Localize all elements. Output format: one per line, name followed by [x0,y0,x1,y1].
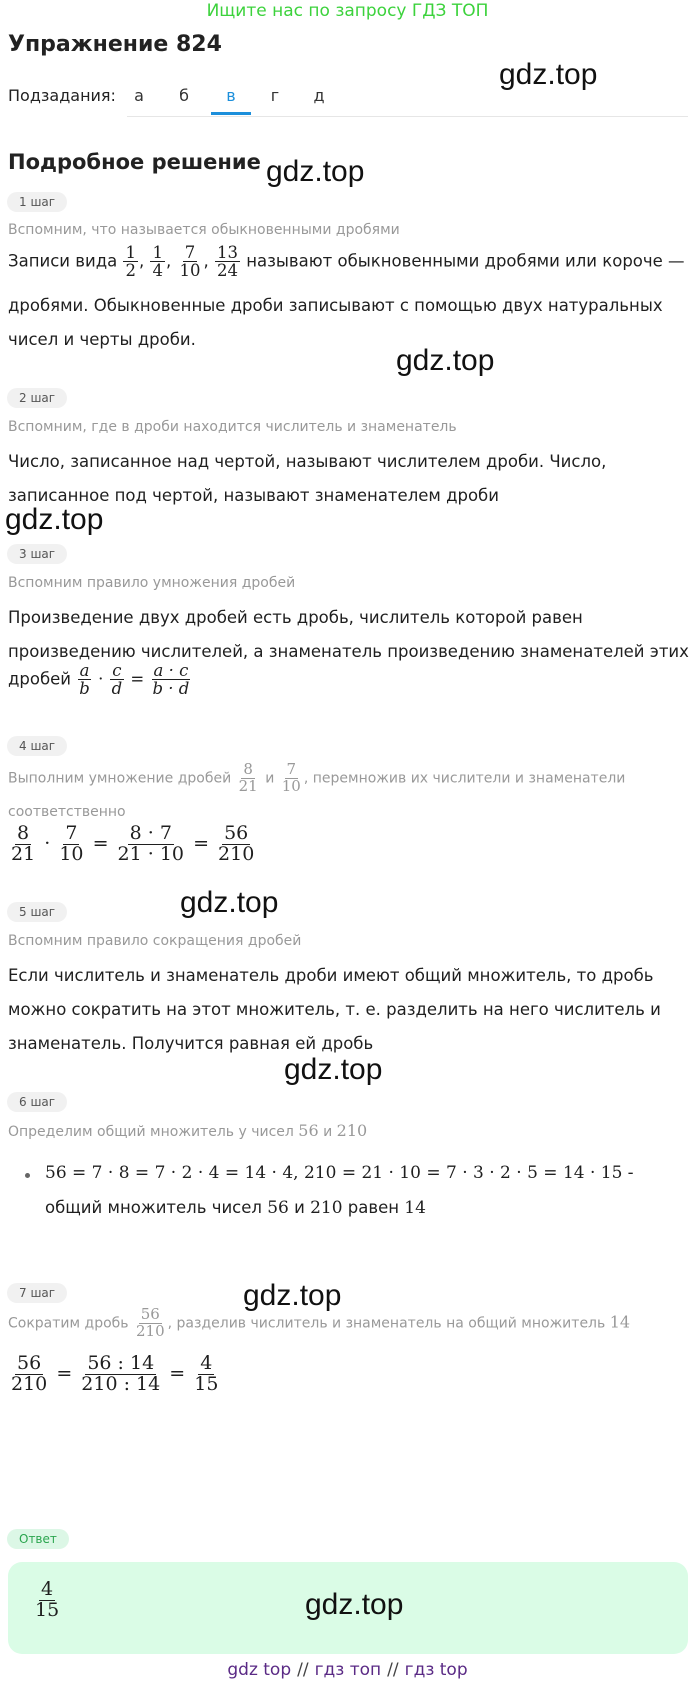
step-text: Произведение двух дробей есть дробь, числитель которой равен [8,608,583,627]
text-fragment: , перемножив их числители и знаменатели [303,770,626,787]
watermark: gdz.top [284,1053,383,1086]
denominator: 210 [11,1372,48,1395]
fraction [9,1354,49,1395]
footer-separator: // [297,1660,309,1680]
denominator: 24 [216,261,238,281]
step-text: Записи вида $\frac{1}{2}$ , $\frac{1}{4}$ , $\frac{7}{10}$ , $\frac{13}{24}$ называют обыкновенными дробями или короче — [8,243,685,281]
fraction [9,824,37,865]
footer-link[interactable]: гдз топ [314,1660,382,1680]
watermark: gdz.top [305,1588,404,1621]
watermark: gdz.top [266,155,365,188]
numerator: 1 [152,243,163,262]
numerator: 7 [286,760,297,778]
fraction [237,762,260,795]
denominator: 15 [35,1598,60,1621]
answer-box [8,1562,688,1654]
numerator: 7 [65,822,78,844]
step-chip: 1 шаг [7,192,67,212]
numerator: 56 [17,1352,42,1374]
step-formula: $\frac{56}{210}$ = $\frac{56 : 14}{210 : 14}$ = $\frac{4}{15}$ [11,1352,219,1395]
denominator: 4 [152,261,163,281]
step-hint: Вспомним правило сокращения дробей [8,933,302,949]
text-fragment: равен [347,1198,400,1217]
numerator: 8 · 7 [129,822,172,844]
text-fragment: - [627,1163,634,1182]
numerator: a [79,661,90,680]
numerator: 56 [224,822,249,844]
answer-chip: Ответ [7,1529,69,1549]
text-fragment: Определим общий множитель у чисел [8,1124,294,1140]
step-text: дробями. Обыкновенные дроби записывают с помощью двух натуральных [8,296,663,315]
numerator: 56 [140,1305,160,1323]
text-fragment: Записи вида [8,251,118,271]
denominator: 210 : 14 [81,1372,161,1395]
denominator: b [79,679,90,699]
step-chip: 3 шаг [7,544,67,564]
step-hint: Вспомним, что называется обыкновенными дробями [8,222,400,238]
search-banner[interactable]: Ищите нас по запросу ГДЗ ТОП [206,1,489,21]
denominator: 10 [281,776,301,795]
subtasks-label: Подзадания: [8,86,116,105]
step-text: записанное под чертой, называют знаменателем дроби [8,486,499,505]
denominator: 2 [125,261,136,281]
step-text: дробей $\frac{a}{b}$ · $\frac{c}{d}$ = $\frac{a \cdot c}{b \cdot d}$ [8,661,190,699]
footer-separator: // [387,1660,399,1680]
math-number: 56 [267,1198,289,1218]
bullet-dot [25,1173,30,1178]
watermark: gdz.top [499,58,598,91]
watermark: gdz.top [396,344,495,377]
math-expression: 56 = 7 · 8 = 7 · 2 · 4 = 14 · 4, 210 = 21 · 10 = 7 · 3 · 2 · 5 = 14 · 15 [45,1163,623,1183]
fraction [116,824,186,865]
tab-b[interactable]: б [179,86,189,105]
watermark: gdz.top [243,1279,342,1312]
step-hint [8,1307,630,1340]
denominator: 21 [238,776,258,795]
fraction [192,1354,220,1395]
step-text: Число, записанное над чертой, называют числителем дроби. Число, [8,452,607,471]
step-bullet [45,1163,634,1183]
watermark: gdz.top [5,503,104,536]
text-fragment: и [265,770,275,787]
fraction [216,824,256,865]
denominator: 10 [179,261,201,281]
math-number: 56 [298,1121,319,1140]
math-number: 210 [310,1198,343,1218]
denominator: 21 · 10 [117,842,185,865]
fraction [215,244,240,280]
step-bullet [45,1198,426,1218]
text-fragment: общий множитель чисел [45,1198,262,1217]
numerator: 8 [243,760,253,778]
tab-a[interactable]: а [134,86,144,105]
tab-g[interactable]: г [270,86,280,105]
text-fragment: Выполним умножение дробей [8,770,232,787]
footer-link[interactable]: гдз top [404,1660,468,1680]
watermark: gdz.top [180,886,279,919]
fraction [79,1354,162,1395]
step-hint: Вспомним правило умножения дробей [8,575,296,591]
fraction [123,244,138,280]
footer-links [0,1660,695,1680]
text-fragment: и [323,1124,333,1140]
step-text: чисел и черты дроби. [8,330,196,349]
fraction [134,1307,167,1340]
numerator: a · c [153,661,189,680]
step-chip: 5 шаг [7,902,67,922]
denominator: d [111,679,123,699]
text-fragment: дробей [8,669,72,689]
numerator: c [112,661,122,680]
tab-d[interactable]: д [313,86,325,105]
denominator: 210 [218,842,255,865]
fraction [57,824,85,865]
step-chip: 6 шаг [7,1092,67,1112]
math-number: 14 [404,1198,426,1218]
fraction [77,662,92,698]
step-chip: 4 шаг [7,736,67,756]
subtask-tabs [127,78,688,117]
step-hint: соответственно [8,804,126,820]
step-hint [8,762,625,795]
numerator: 8 [17,822,30,844]
footer-link[interactable]: gdz top [227,1660,292,1680]
text-fragment: называют обыкновенными дробями или короче — [246,251,685,271]
fraction [150,662,191,698]
numerator: 1 [125,243,136,262]
text-fragment: Сократим дробь [8,1315,129,1332]
fraction [150,244,165,280]
math-number: 210 [336,1121,368,1140]
step-chip: 7 шаг [7,1283,67,1303]
fraction [110,662,125,698]
denominator: 15 [194,1372,219,1395]
math-number: 14 [609,1312,631,1332]
step-hint: Вспомним, где в дроби находится числитель и знаменатель [8,419,457,435]
denominator: b · d [152,679,190,699]
answer-value [32,1580,62,1621]
numerator: 56 : 14 [87,1352,155,1374]
step-text: Если числитель и знаменатель дроби имеют общий множитель, то дробь [8,966,654,985]
fraction [177,244,202,280]
step-text: знаменатель. Получится равная ей дробь [8,1034,374,1053]
numerator: 7 [184,243,196,262]
fraction [33,1580,61,1621]
tab-v[interactable]: в [211,86,251,115]
denominator: 10 [59,842,84,865]
page-title: Упражнение 824 [8,32,222,57]
step-text: можно сократить на этот множитель, т. е. разделить на него числитель и [8,1000,661,1019]
step-text: произведению числителей, а знаменатель произведению знаменателей этих [8,642,689,661]
numerator: 4 [41,1578,54,1600]
fraction [280,762,303,795]
text-fragment: , разделив числитель и знаменатель на общий множитель [167,1315,606,1332]
section-title: Подробное решение [8,150,261,174]
step-hint [8,1121,367,1140]
numerator: 13 [216,243,238,262]
denominator: 210 [136,1321,165,1340]
numerator: 4 [200,1352,213,1374]
step-chip: 2 шаг [7,388,67,408]
text-fragment: и [294,1198,305,1217]
denominator: 21 [11,842,36,865]
step-formula: $\frac{8}{21}$ · $\frac{7}{10}$ = $\frac{8 \cdot 7}{21 \cdot 10}$ = $\frac{56}{210}$ [11,822,255,865]
